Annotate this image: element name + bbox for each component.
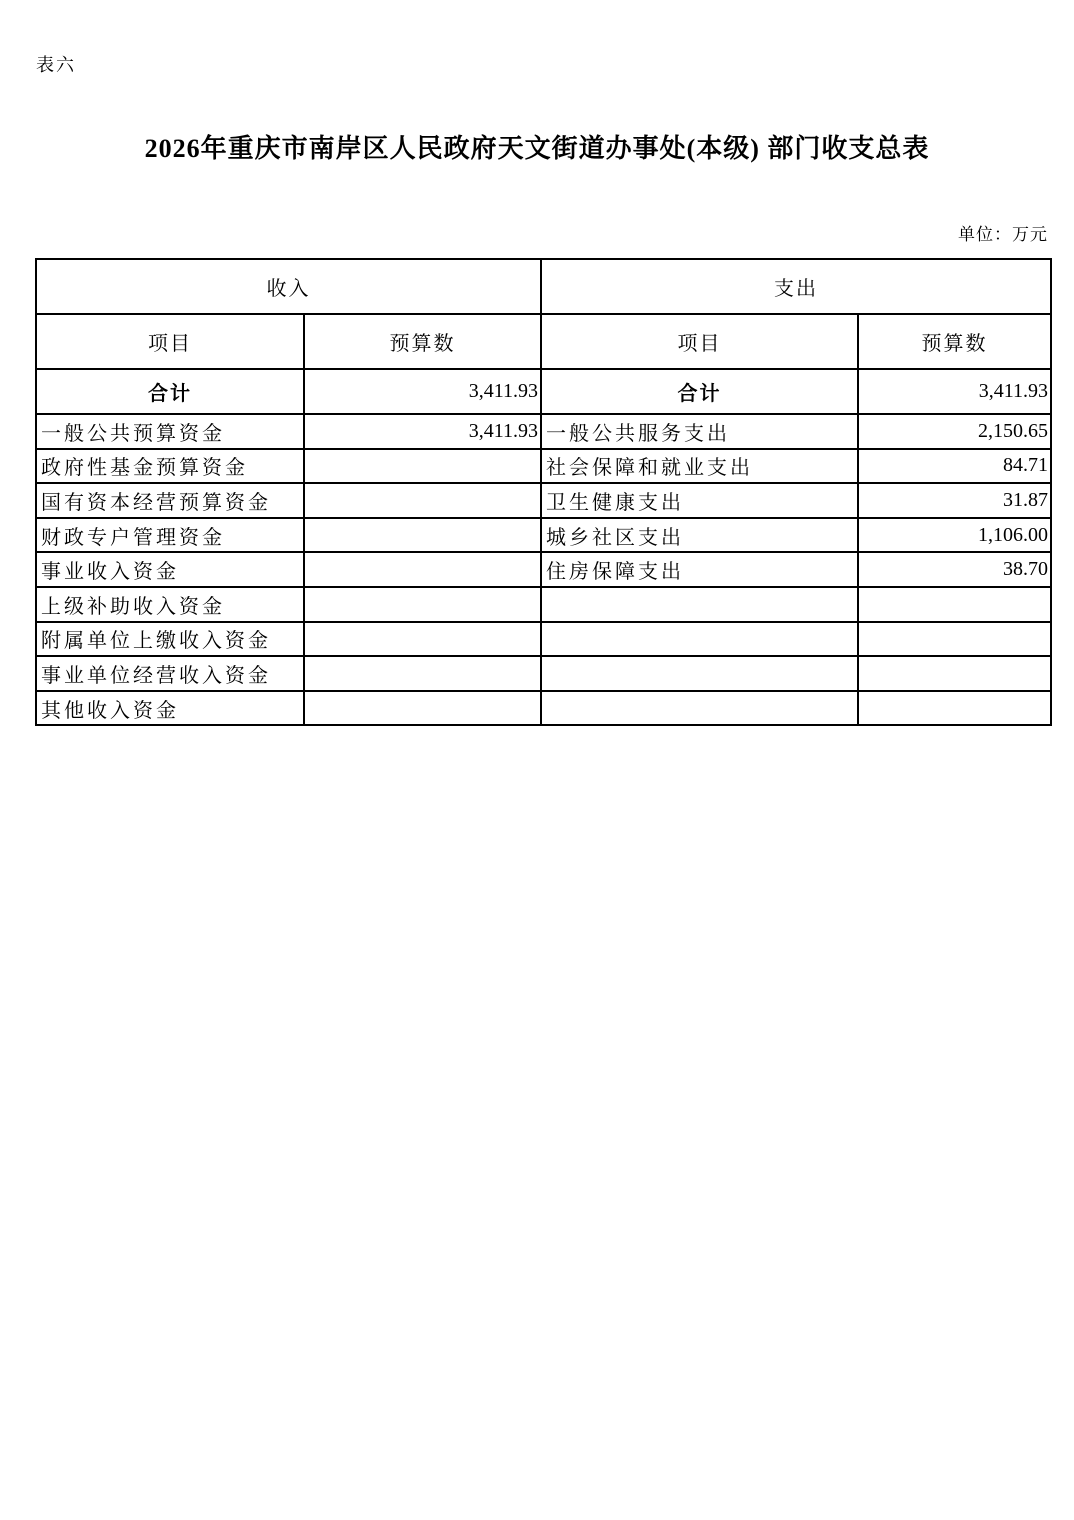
income-value [304, 552, 541, 587]
income-item: 一般公共预算资金 [36, 414, 304, 449]
income-total-label: 合计 [36, 369, 304, 414]
expenditure-budget-column-header: 预算数 [858, 314, 1051, 369]
income-value [304, 656, 541, 691]
expenditure-item [541, 691, 858, 726]
income-item: 国有资本经营预算资金 [36, 483, 304, 518]
expenditure-total-label: 合计 [541, 369, 858, 414]
table-row [36, 552, 1051, 587]
unit-note: 单位：万元 [958, 225, 1048, 244]
income-item: 政府性基金预算资金 [36, 449, 304, 484]
income-value [304, 691, 541, 726]
income-value [304, 518, 541, 553]
expenditure-value: 1,106.00 [858, 518, 1051, 553]
income-value: 3,411.93 [304, 414, 541, 449]
expenditure-value [858, 691, 1051, 726]
expenditure-item [541, 622, 858, 657]
income-item: 附属单位上缴收入资金 [36, 622, 304, 657]
expenditure-total-value: 3,411.93 [858, 369, 1051, 414]
total-row [36, 369, 1051, 414]
income-item: 事业单位经营收入资金 [36, 656, 304, 691]
expenditure-item-column-header: 项目 [541, 314, 858, 369]
table-row [36, 483, 1051, 518]
expenditure-value: 2,150.65 [858, 414, 1051, 449]
expenditure-item: 住房保障支出 [541, 552, 858, 587]
expenditure-item: 社会保障和就业支出 [541, 449, 858, 484]
page-title: 2026年重庆市南岸区人民政府天文街道办事处(本级) 部门收支总表 [144, 134, 930, 163]
table-row [36, 622, 1051, 657]
column-header-row [36, 314, 1051, 369]
table-number-label: 表六 [36, 55, 76, 75]
expenditure-item [541, 656, 858, 691]
table-row [36, 449, 1051, 484]
section-header-row [36, 259, 1051, 314]
expenditure-item [541, 587, 858, 622]
income-section-header: 收入 [36, 259, 541, 314]
expenditure-value [858, 587, 1051, 622]
income-item: 事业收入资金 [36, 552, 304, 587]
income-item: 其他收入资金 [36, 691, 304, 726]
table-row [36, 691, 1051, 726]
income-total-value: 3,411.93 [304, 369, 541, 414]
income-value [304, 449, 541, 484]
income-value [304, 622, 541, 657]
income-item-column-header: 项目 [36, 314, 304, 369]
income-item: 财政专户管理资金 [36, 518, 304, 553]
income-budget-column-header: 预算数 [304, 314, 541, 369]
table-row [36, 587, 1051, 622]
expenditure-item: 城乡社区支出 [541, 518, 858, 553]
expenditure-item: 一般公共服务支出 [541, 414, 858, 449]
expenditure-value [858, 622, 1051, 657]
expenditure-value: 84.71 [858, 449, 1051, 484]
expenditure-value: 31.87 [858, 483, 1051, 518]
income-item: 上级补助收入资金 [36, 587, 304, 622]
income-value [304, 587, 541, 622]
income-value [304, 483, 541, 518]
table-row [36, 414, 1051, 449]
expenditure-value [858, 656, 1051, 691]
expenditure-section-header: 支出 [541, 259, 1051, 314]
expenditure-value: 38.70 [858, 552, 1051, 587]
table-row [36, 518, 1051, 553]
budget-summary-table [35, 258, 1052, 726]
table-row [36, 656, 1051, 691]
expenditure-item: 卫生健康支出 [541, 483, 858, 518]
